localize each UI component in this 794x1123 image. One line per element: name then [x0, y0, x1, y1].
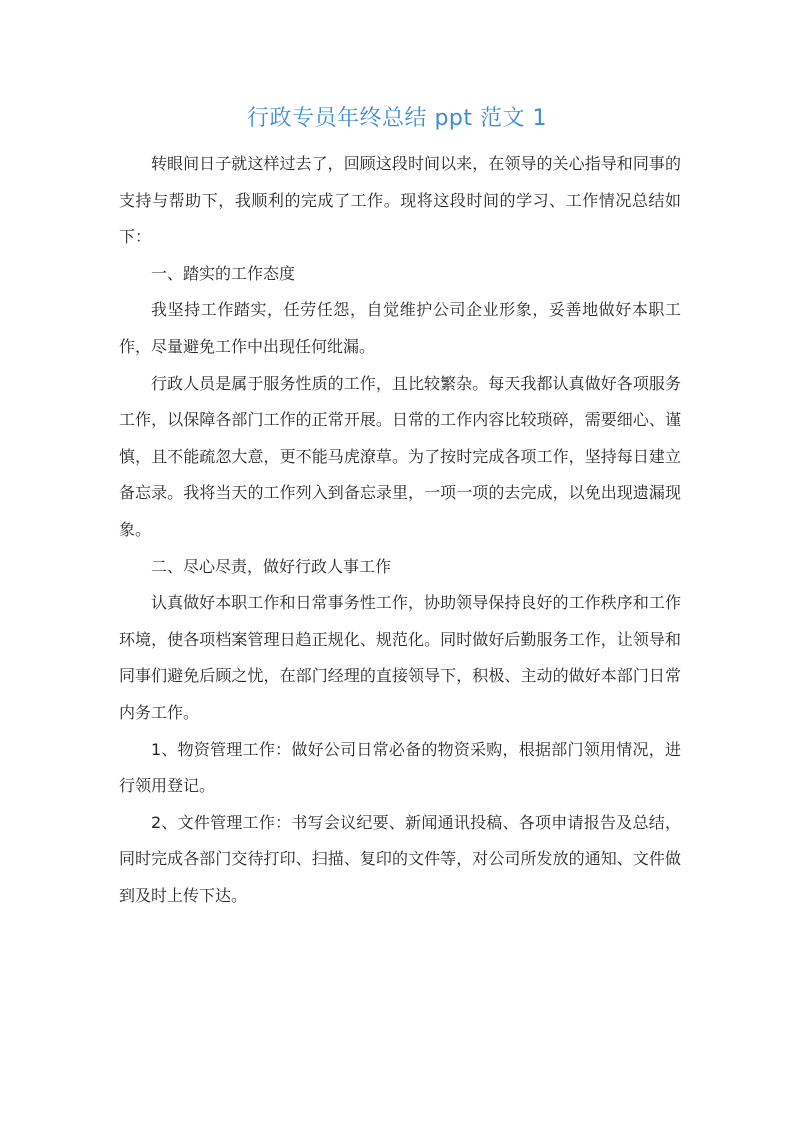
document-body [119, 146, 681, 914]
document-title: 行政专员年终总结 ppt 范文 1 [246, 106, 548, 131]
paragraph: 我坚持工作踏实，任劳任怨，自觉维护公司企业形象，妥善地做好本职工作，尽量避免工作中出现任何纰漏。 [119, 300, 681, 356]
paragraph: 认真做好本职工作和日常事务性工作，协助领导保持良好的工作秩序和工作环境，使各项档案管理日趋正规化、规范化。同时做好后勤服务工作，让领导和同事们避免后顾之忧，在部门经理的直接领导下，积极、主动的做好本部门日常内务工作。 [119, 593, 681, 722]
list-item-2: 2、文件管理工作：书写会议纪要、新闻通讯投稿、各项申请报告及总结，同时完成各部门交待打印、扫描、复印的文件等，对公司所发放的通知、文件做到及时上传下达。 [119, 812, 681, 905]
paragraph: 行政人员是属于服务性质的工作，且比较繁杂。每天我都认真做好各项服务工作，以保障各部门工作的正常开展。日常的工作内容比较琐碎，需要细心、谨慎，且不能疏忽大意，更不能马虎潦草。为了按时完成各项工作，坚持每日建立备忘录。我将当天的工作列入到备忘录里，一项一项的去完成，以免出现遗漏现象。 [119, 373, 681, 539]
list-item-1: 1、物资管理工作：做好公司日常必备的物资采购，根据部门领用情况，进行领用登记。 [119, 739, 681, 796]
paragraph-intro: 转眼间日子就这样过去了，回顾这段时间以来，在领导的关心指导和同事的支持与帮助下，我顺利的完成了工作。现将这段时间的学习、工作情况总结如下： [119, 154, 681, 247]
section-heading-2: 二、尽心尽责，做好行政人事工作 [151, 556, 392, 576]
section-heading-1: 一、踏实的工作态度 [151, 263, 296, 283]
